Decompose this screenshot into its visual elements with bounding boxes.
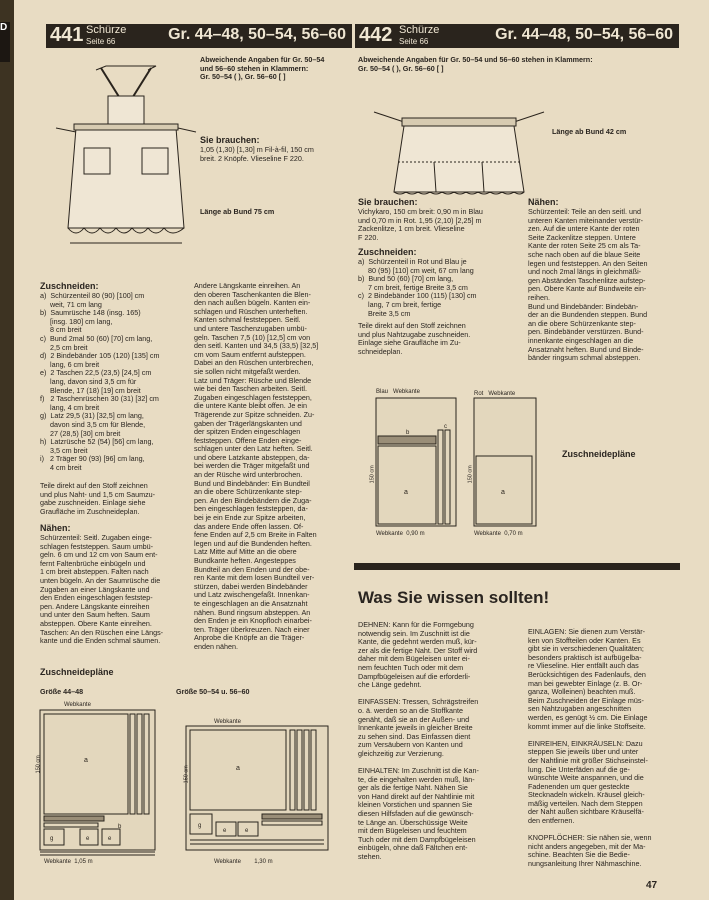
svg-text:b: b [406, 430, 410, 436]
plan-rot-height: 150 cm [467, 465, 474, 484]
need-title-442: Sie brauchen: [358, 197, 418, 207]
plan-blau-label: Blau Webkante [376, 389, 420, 395]
svg-text:a: a [404, 489, 408, 496]
wissen-col2: EINLAGEN: Sie dienen zum Verstär- ken von Stoffteilen oder Kanten. Es gibt sie in verschiedenen Qualitäten; besonders praktisch ist aufbügelba- re Vlieseline. Hier entfällt auch das Berücksichtigen des Fadenlaufs, den man bei gewebter Einlage (z. B. Or- ganza, Wolleinen) beachten muß. Beim Zuschneiden der Einlage müs- sen Nahtzugaben angeschnitten werden, es genügt ½ cm. Die Einlage kommt immer auf die linke Stoffseite. EINREIHEN, EINKRÄUSELN: Dazu steppen Sie jeweils über und unter der Nahtlinie mit größer Stichseinstel- lung. Die Unterfäden auf die ge- wünschte Weite anspannen, und die Fadenenden um quer gesteckte Stecknadeln wickeln. Kräusel gleich- mäßig verteilen. Nach dem Steppen der Naht außen sichtbare Kräuselfä- den entfernen. KNOPFLÖCHER: Sie nähen sie, wenn nicht anders angegeben, mit der Ma- schine. Beachten Sie die Bedie- nungsanleitung Ihrer Nähmaschine. [528, 627, 652, 869]
book-gutter [0, 0, 14, 900]
cut-list-442: a) Schürzenteil in Rot und Blau je 80 (95) [110] cm weit, 67 cm lang b) Bund 50 (60) [70] cm lang, 7 cm breit, fertige Breite 3,5 cm c) 2 Bindebänder 100 (115) [130] cm lang, 7 cm breit, fertige Breite 3,5 cm [358, 257, 477, 318]
cutting-plan-50 [186, 726, 336, 856]
plan-rot-width: Webkante 0,70 m [474, 531, 523, 537]
sew-title-441: Nähen: [40, 523, 71, 533]
plans-title-441: Zuschneidepläne [40, 667, 114, 677]
svg-text:g: g [50, 836, 54, 842]
header-441 [46, 24, 352, 48]
plan-title-size-44: Größe 44–48 [40, 687, 84, 696]
svg-text:b: b [118, 824, 122, 830]
cut-after-442: Teile direkt auf den Stoff zeichnen und plus Nahtzugabe zuschneiden. Einlage siehe Graufläche im Zu- schneideplan. [358, 321, 471, 356]
plan-50-width: Webkante 1,30 m [214, 859, 273, 865]
plan-blau-height: 150 cm [369, 465, 376, 484]
svg-text:c: c [444, 424, 447, 430]
pattern-sizes: Gr. 44–48, 50–54, 56–60 [168, 26, 346, 43]
plan-50-height: 150 cm [183, 765, 190, 784]
pattern-number: 442 [359, 24, 393, 46]
svg-text:e: e [245, 828, 249, 834]
sew-title-442: Nähen: [528, 197, 559, 207]
plans-label-442: Zuschneidepläne [562, 449, 636, 459]
cut-list-441: a) Schürzenteil 80 (90) [100] cm weit, 71 cm lang b) Saumrüsche 148 (insg. 165) [insg. 180] cm lang, 8 cm breit c) Bund 2mal 50 (60) [70] cm lang, 2,5 cm breit d) 2 Bindebänder 105 (120) [135] cm lang, 6 cm breit e) 2 Taschen 22,5 (23,5) [24,5] cm lang, davon sind 3,5 cm für Blende, 17 (18) [19] cm breit f) 2 Taschenrüschen 30 (31) [32] cm lang, 4 cm breit g) Latz 29,5 (31) [32,5] cm lang, davon sind 3,5 cm für Blende, 27 (28,5) [30] cm breit h) Latzrüsche 52 (54) [56] cm lang, 3,5 cm breit i) 2 Träger 90 (93) [96] cm lang, 4 cm breit [40, 291, 160, 472]
sew-text-442: Schürzenteil: Teile an den seitl. und unteren Kanten miteinander verstür- zen. Auf die untere Kante der roten Seite Zackenlitze steppen. Untere Kante der roten Seite 25 cm als Ta- sche nach oben auf die blaue Seite legen und feststeppen. An den Seiten und noch 2mal längs in gleichmäßi- gen Abständen Taschenlitze aufstep- pen. Obere Kante auf Bundweite ein- reihen. Bund und Bindebänder: Bindebän- der an die Bundenden steppen. Bund an die obere Schürzenkante step- pen. Bindebänder verstürzen. Bund- innenkante eingeschlagen an die Ansatznaht heften. Bund und Binde- bänder ringsum schmal absteppen. [528, 207, 648, 363]
plan-rot-label: Rot Webkante [474, 391, 516, 397]
length-442: Länge ab Bund 42 cm [552, 127, 627, 136]
cutting-plan-44 [40, 710, 160, 860]
svg-text:g: g [198, 823, 202, 829]
need-text-441: 1,05 (1,30) [1,30] m Fil-à-fil, 150 cm breit. 2 Knöpfe. Vlieseline F 220. [200, 145, 314, 163]
cutting-plan-rot [474, 398, 538, 530]
wissen-col1: DEHNEN: Kann für die Formgebung notwendig sein. Im Zuschnitt ist die Kante, die gedehnt werden muß, kür- zer als die fertige Naht. Der Stoff wird daher mit dem Bügeleisen unter ei- nem feuchten Tuch oder mit dem Dampfbügeleisen auf die erforderli- che Länge gedehnt. EINFASSEN: Tressen, Schrägstreifen o. ä. werden so an die Stoffkante genäht, daß sie an der Außen- und Innenkante jeweils in gleicher Breite zu sehen sind. Das Einfassen dient zum Versäubern von Kanten und gleichzeitig zur Verzierung. EINHALTEN: Im Zuschnitt ist die Kan- te, die eingehalten werden muß, län- ger als die fertige Naht. Nähen Sie von Hand direkt auf der Nahtlinie mit kleinen Vorstichen und spannen Sie diesen Hilfsfaden auf die gewünsch- te Länge an. Überschüssige Weite mit dem Bügeleisen und feuchtem Tuch oder mit dem Dampfbügeleisen einbügeln, ohne daß Fältchen ent- stehen. [358, 620, 479, 862]
magazine-page [14, 0, 709, 900]
svg-text:a: a [236, 765, 240, 772]
sew-text-441-cont: Andere Längskante einreihen. An den oberen Taschenkanten die Blen- den nach außen bügeln. Kanten ein- schlagen und Rüschen unterheften. Kanten schmal feststeppen. Seitl. und untere Taschenzugaben umbü- geln. Taschen 7,5 (10) [12,5] cm von den seitl. Kanten und 34,5 (33,5) [32,5] cm vom Saum entfernt aufsteppen. Dabei an den Rüschen unterbrechen, sie sollen nicht mitgefaßt werden. Latz und Träger: Rüsche und Blende wie bei den Taschen arbeiten. Seitl. Zugaben eingeschlagen feststeppen, die untere Kante bleibt offen. Je ein Trägerende zur Spitze schneiden. Zu- gaben der Trägerlängskanten und der spitzen Enden eingeschlagen feststeppen. Offene Enden einge- schlagen unter den Latz heften. Seitl. und obere Latzkante absteppen, da- bei werden die Träger mitgefaßt und an der Rüsche wird unterbrochen. Bund und Bindebänder: Ein Bundteil an die obere Schürzenkante step- pen. An den Bindebändern die Zuga- ben eingeschlagen feststeppen, da- bei je ein Ende zur Spitze arbeiten, das andere Ende offen lassen. Of- fene Enden auf 2,5 cm Breite in Falten legen und auf die Bundenden heften. Latz Mitte auf Mitte an die obere Bundkante heften. Angesteppes Bundteil an den Enden und der obe- ren Kante mit dem losen Bundteil ver- stürzen, dabei werden Bindebänder und Latz zwischengefaßt. Innenkan- te eingeschlagen an die Ansatznaht nähen. Bund ringsum absteppen. An den Enden je ein Knopfloch einarbei- ten. Träger überkreuzen. Nach einer Anprobe die Knöpfe an die Träger- enden nähen. [194, 281, 319, 651]
intro-442: Abweichende Angaben für Gr. 50–54 und 56–60 stehen in Klammern: Gr. 50–54 ( ), Gr. 56–60 [ ] [358, 55, 593, 73]
pattern-title: Schürze [399, 24, 440, 36]
intro-441: Abweichende Angaben für Gr. 50–54 und 56–60 stehen in Klammern: Gr. 50–54 ( ), Gr. 56–60 [ ] [200, 55, 325, 82]
plan-44-width: Webkante 1,05 m [44, 859, 93, 865]
sew-text-441: Schürzenteil: Seitl. Zugaben einge- schlagen feststeppen. Saum umbü- geln. 6 cm und 12 cm von Saum ent- fernt Faltenbrüche einbügeln und 1 cm breit absteppen. Falten nach unten bügeln. An der Saumrüsche die Zugaben an einer Längskante und den Enden eingeschlagen feststep- pen. Andere Längskante einreihen und unter den Saum heften. Saum absteppen. Obere Kante einreihen. Taschen: An den Rüschen eine Längs- kante und die Enden schmal säumen. [40, 533, 164, 646]
cut-after-441: Teile direkt auf den Stoff zeichnen und plus Naht- und 1,5 cm Saumzu- gabe zuschneiden. Einlage siehe Graufläche im Zuschneideplan. [40, 481, 156, 516]
svg-text:e: e [108, 836, 112, 842]
length-441: Länge ab Bund 75 cm [200, 207, 275, 216]
svg-text:a: a [84, 757, 88, 764]
plan-44-height: 150 cm [35, 755, 42, 774]
pattern-page-ref: Seite 66 [86, 37, 116, 46]
header-442 [355, 24, 679, 48]
svg-text:e: e [223, 828, 227, 834]
apron-442-illustration [374, 92, 544, 202]
page-number: 47 [646, 880, 658, 891]
cutting-plan-blau [376, 398, 458, 530]
pattern-title: Schürze [86, 24, 127, 36]
plan-blau-width: Webkante 0,90 m [376, 531, 425, 537]
cut-title-442: Zuschneiden: [358, 247, 417, 257]
divider-bar [354, 563, 680, 570]
apron-441-illustration [56, 58, 196, 258]
pattern-number: 441 [50, 24, 84, 46]
wissen-title: Was Sie wissen sollten! [358, 588, 550, 607]
webkante-top: Webkante [64, 702, 91, 708]
pattern-sizes: Gr. 44–48, 50–54, 56–60 [495, 26, 673, 43]
svg-text:a: a [501, 489, 505, 496]
need-title-441: Sie brauchen: [200, 135, 260, 145]
need-text-442: Vichykaro, 150 cm breit: 0,90 m in Blau und 0,70 m in Rot. 1,95 (2,10) [2,25] m Zackenlitze, 1 cm breit. Vlieseline F 220. [358, 207, 483, 242]
chapter-tab: D [0, 22, 10, 62]
pattern-page-ref: Seite 66 [399, 37, 429, 46]
plan-title-size-50: Größe 50–54 u. 56–60 [176, 687, 250, 696]
svg-text:e: e [86, 836, 90, 842]
webkante-top-2: Webkante [214, 719, 241, 725]
cut-title-441: Zuschneiden: [40, 281, 99, 291]
